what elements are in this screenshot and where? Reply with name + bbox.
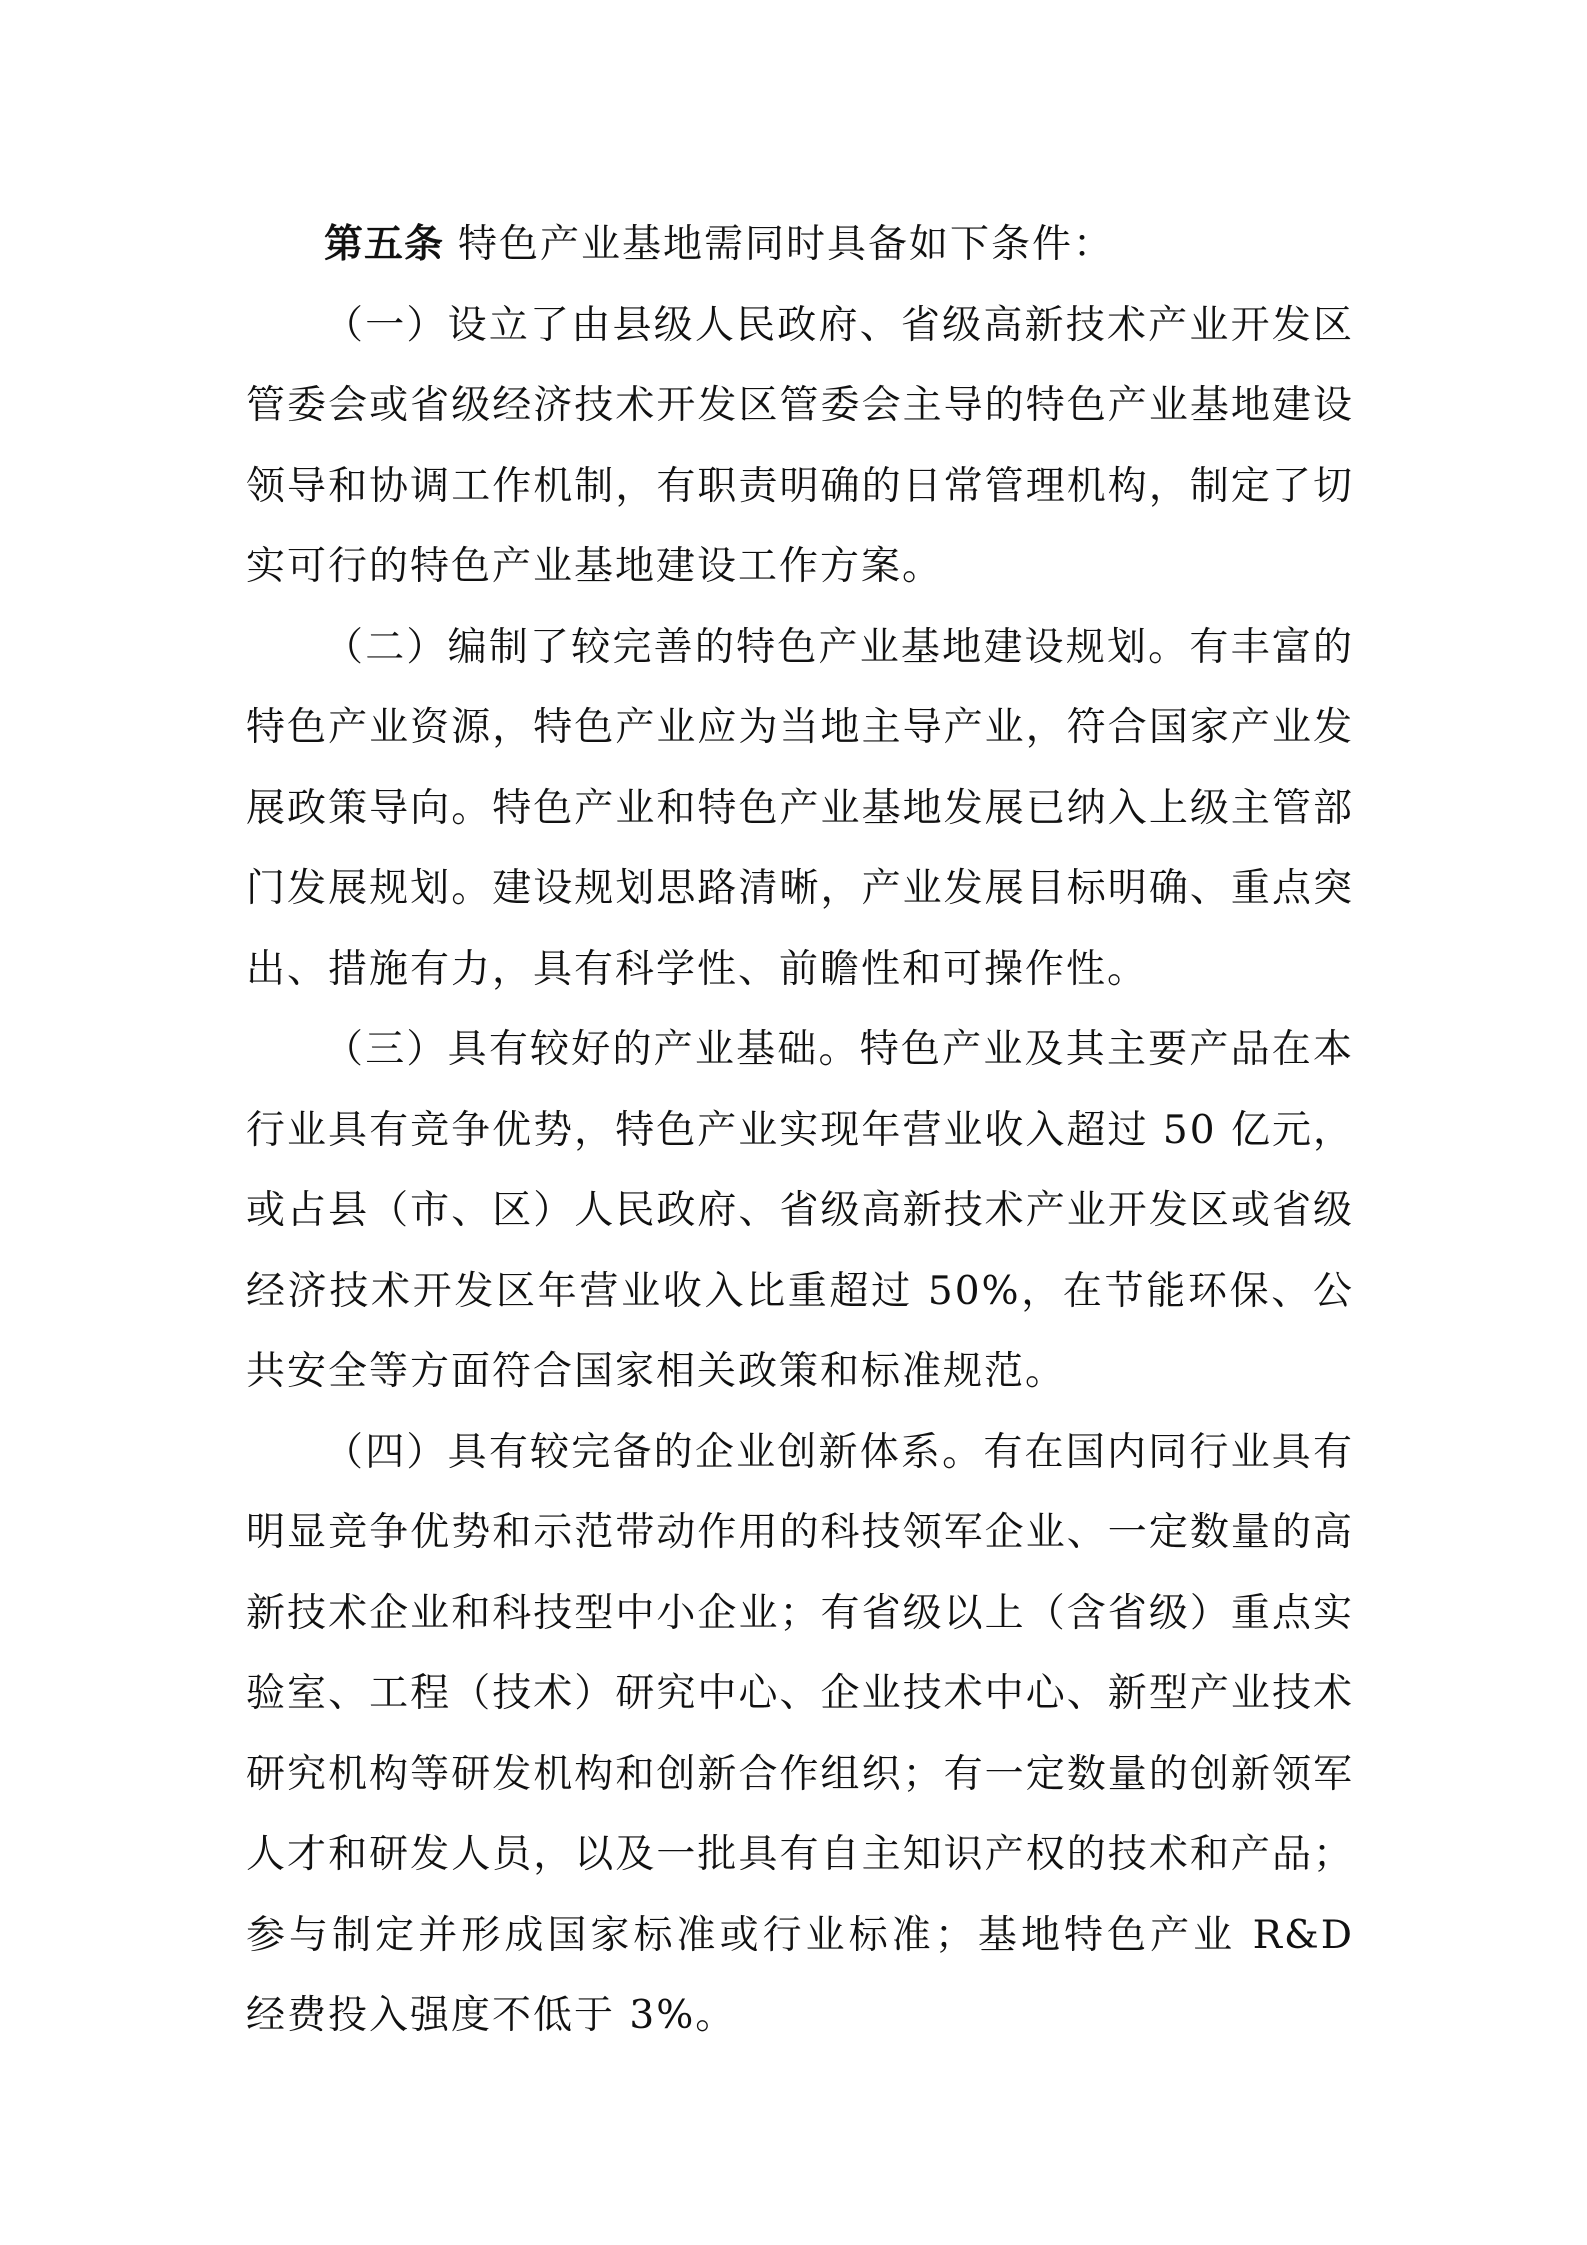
condition-paragraph-1: （一）设立了由县级人民政府、省级高新技术产业开发区管委会或省级经济技术开发区管委会主导的特色产业基地建设领导和协调工作机制，有职责明确的日常管理机构，制定了切实可行的特色产业基地建设工作方案。 bbox=[246, 302, 1354, 589]
condition-paragraph-4: （四）具有较完备的企业创新体系。有在国内同行业具有明显竞争优势和示范带动作用的科技领军企业、一定数量的高新技术企业和科技型中小企业；有省级以上（含省级）重点实验室、工程（技术）研究中心、企业技术中心、新型产业技术研究机构等研发机构和创新合作组织；有一定数量的创新领军人才和研发人员，以及一批具有自主知识产权的技术和产品；参与制定并形成国家标准或行业标准；基地特色产业 R&D 经费投入强度不低于 3%。 bbox=[246, 1429, 1354, 2038]
document-body bbox=[246, 205, 1354, 2057]
condition-paragraph-3: （三）具有较好的产业基础。特色产业及其主要产品在本行业具有竞争优势，特色产业实现年营业收入超过 50 亿元，或占县（市、区）人民政府、省级高新技术产业开发区或省级经济技术开发区年营业收入比重超过 50%，在节能环保、公共安全等方面符合国家相关政策和标准规范。 bbox=[246, 1027, 1354, 1394]
article-heading: 第五条 bbox=[324, 222, 445, 267]
condition-paragraph-2: （二）编制了较完善的特色产业基地建设规划。有丰富的特色产业资源，特色产业应为当地主导产业，符合国家产业发展政策导向。特色产业和特色产业基地发展已纳入上级主管部门发展规划。建设规划思路清晰，产业发展目标明确、重点突出、措施有力，具有科学性、前瞻性和可操作性。 bbox=[246, 624, 1354, 992]
article-intro-text: 特色产业基地需同时具备如下条件： bbox=[458, 222, 1115, 267]
article-intro-paragraph bbox=[246, 205, 1354, 286]
